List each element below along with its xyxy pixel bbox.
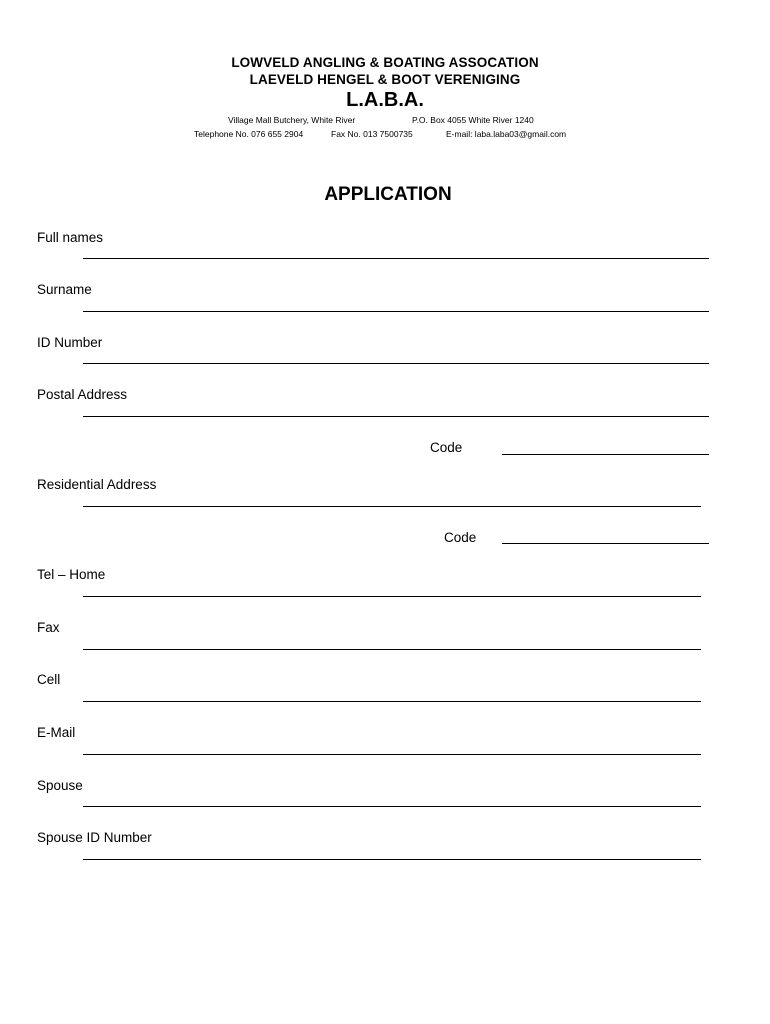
full-names-line[interactable] (83, 258, 709, 259)
email-line[interactable] (83, 754, 701, 755)
surname-label: Surname (37, 282, 92, 297)
fax-line[interactable] (83, 649, 701, 650)
fax-number: Fax No. 013 7500735 (331, 129, 413, 139)
spouse-id-number-line[interactable] (83, 859, 701, 860)
cell-label: Cell (37, 672, 61, 687)
surname-line[interactable] (83, 311, 709, 312)
spouse-id-number-label: Spouse ID Number (37, 830, 152, 845)
organization-name-afrikaans: LAEVELD HENGEL & BOOT VERENIGING (249, 72, 521, 87)
spouse-label: Spouse (37, 778, 83, 793)
organization-abbreviation: L.A.B.A. (346, 89, 424, 111)
postal-code-label: Code (430, 440, 463, 455)
postal-code-line[interactable] (502, 454, 709, 455)
tel-home-line[interactable] (83, 596, 701, 597)
full-names-label: Full names (37, 230, 104, 245)
form-title: APPLICATION (324, 184, 452, 205)
postal-address-label: Postal Address (37, 387, 128, 402)
tel-home-label: Tel – Home (37, 567, 106, 582)
id-number-label: ID Number (37, 335, 103, 350)
email-address: E-mail: laba.laba03@gmail.com (446, 129, 567, 139)
postal-address-info: P.O. Box 4055 White River 1240 (412, 115, 534, 125)
residential-code-label: Code (444, 530, 477, 545)
fax-label: Fax (37, 620, 60, 635)
telephone-number: Telephone No. 076 655 2904 (194, 129, 304, 139)
residential-code-line[interactable] (502, 543, 709, 544)
organization-name-english: LOWVELD ANGLING & BOATING ASSOCATION (231, 55, 539, 70)
spouse-line[interactable] (83, 806, 701, 807)
residential-address-line[interactable] (83, 506, 701, 507)
postal-address-line[interactable] (83, 416, 709, 417)
residential-address-label: Residential Address (37, 477, 157, 492)
cell-line[interactable] (83, 701, 701, 702)
email-label: E-Mail (37, 725, 76, 740)
physical-address: Village Mall Butchery, White River (228, 115, 356, 125)
id-number-line[interactable] (83, 363, 709, 364)
